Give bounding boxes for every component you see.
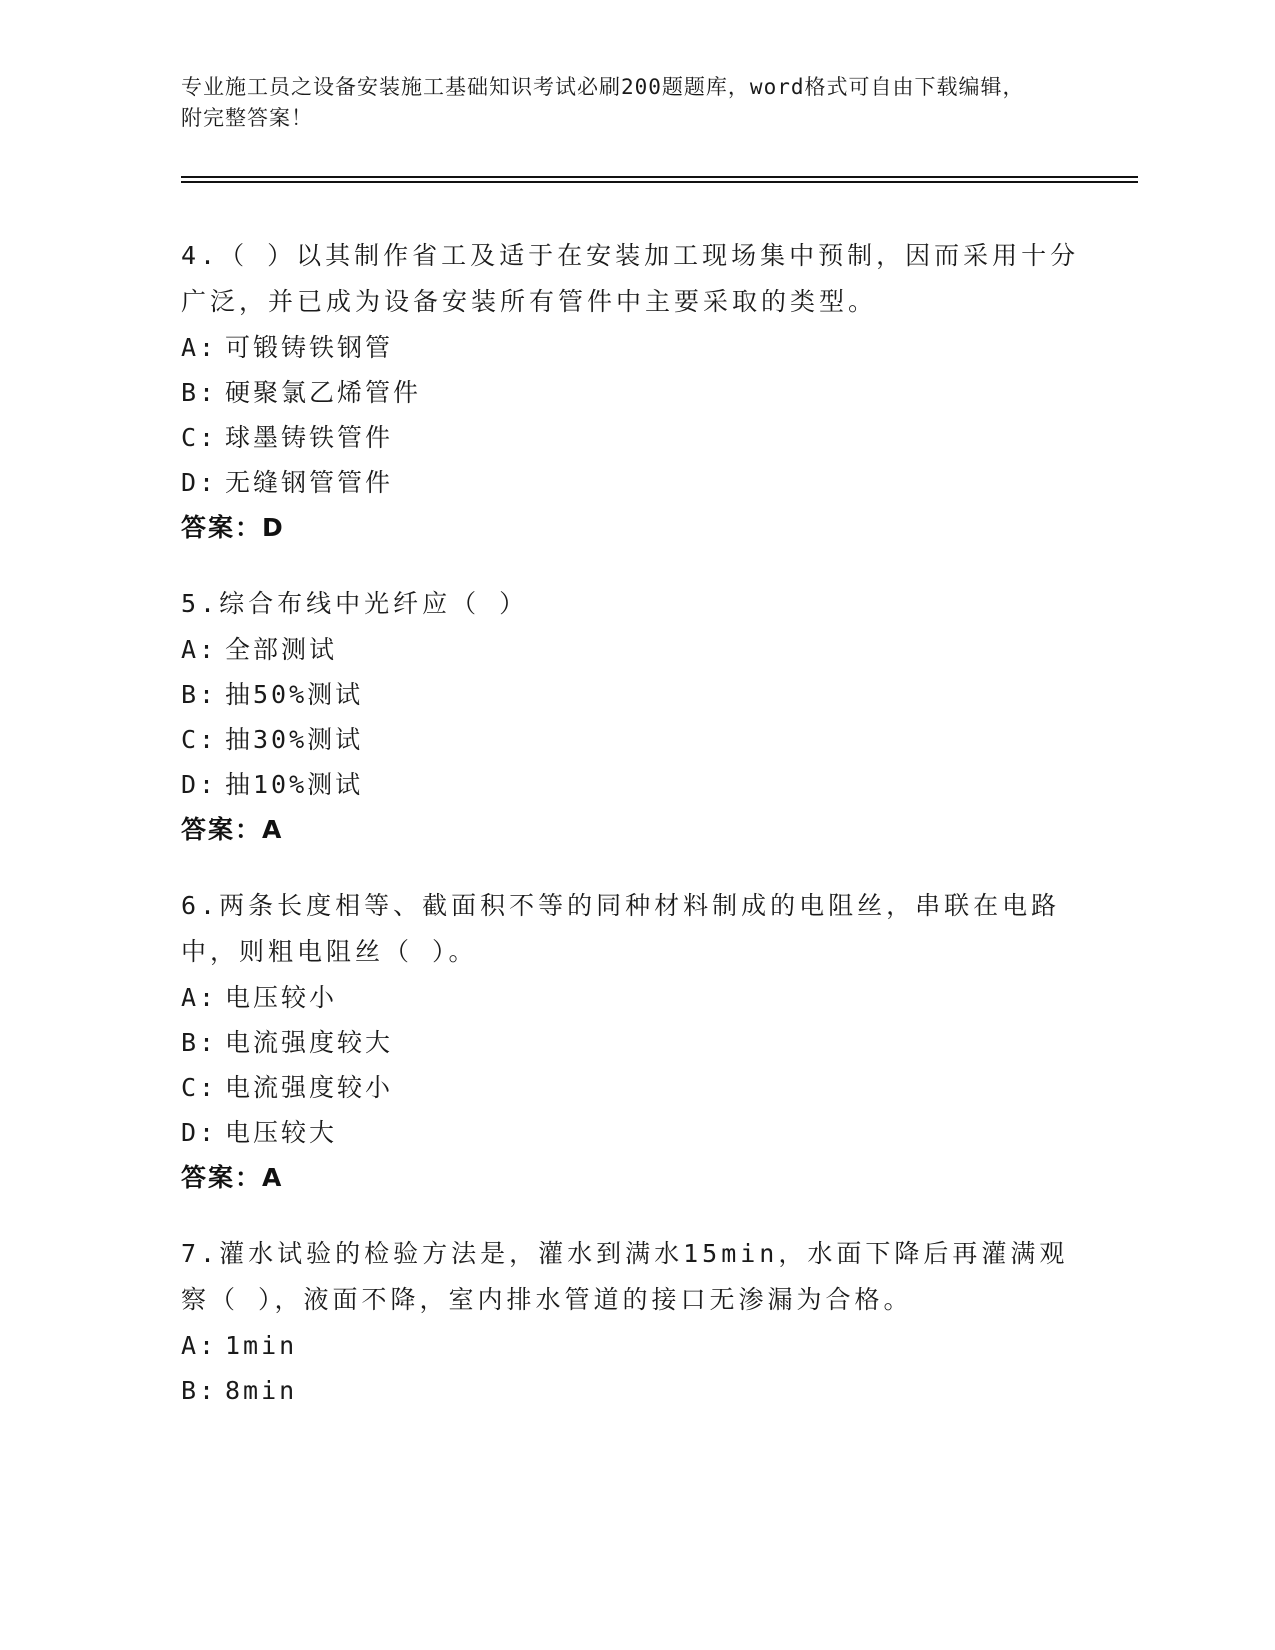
option-label: A:	[181, 1331, 218, 1360]
header-divider-top	[181, 176, 1138, 178]
option-label: D:	[181, 1118, 218, 1147]
question-text: 4.（ ）以其制作省工及适于在安装加工现场集中预制，因而采用十分广泛，并已成为设备安装所有管件中主要采取的类型。	[181, 241, 1080, 316]
option-c	[181, 415, 1081, 460]
option-label: A:	[181, 635, 218, 664]
option-text: 抽30%测试	[225, 725, 364, 754]
question-6	[181, 883, 1081, 1200]
option-text: 电流强度较小	[225, 1073, 394, 1102]
option-label: A:	[181, 983, 218, 1012]
option-label: B:	[181, 378, 218, 407]
option-label: C:	[181, 1073, 218, 1102]
option-text: 8min	[225, 1376, 298, 1405]
option-label: C:	[181, 725, 218, 754]
option-c	[181, 717, 1081, 762]
option-text: 电压较小	[225, 983, 338, 1012]
option-b	[181, 1020, 1081, 1065]
option-label: B:	[181, 1376, 218, 1405]
option-label: D:	[181, 468, 218, 497]
option-text: 球墨铸铁管件	[225, 423, 394, 452]
option-text: 全部测试	[225, 635, 338, 664]
option-text: 电流强度较大	[225, 1028, 394, 1057]
option-text: 可锻铸铁钢管	[225, 333, 394, 362]
option-c	[181, 1065, 1081, 1110]
option-b	[181, 1368, 1081, 1413]
option-text: 电压较大	[225, 1118, 338, 1147]
option-text: 硬聚氯乙烯管件	[225, 378, 422, 407]
option-a	[181, 325, 1081, 370]
option-d	[181, 1110, 1081, 1155]
answer-text: 答案：A	[181, 815, 284, 844]
option-d	[181, 460, 1081, 505]
option-label: B:	[181, 1028, 218, 1057]
answer-text: 答案：D	[181, 513, 285, 542]
question-4	[181, 233, 1081, 550]
answer-text: 答案：A	[181, 1163, 284, 1192]
option-label: A:	[181, 333, 218, 362]
question-list	[181, 233, 1081, 1444]
question-text: 6.两条长度相等、截面积不等的同种材料制成的电阻丝，串联在电路中，则粗电阻丝（ ）。	[181, 891, 1061, 966]
option-label: C:	[181, 423, 218, 452]
option-label: B:	[181, 680, 218, 709]
option-text: 无缝钢管管件	[225, 468, 394, 497]
option-a	[181, 627, 1081, 672]
question-7	[181, 1231, 1081, 1413]
option-text: 1min	[225, 1331, 298, 1360]
option-b	[181, 672, 1081, 717]
option-d	[181, 762, 1081, 807]
question-text: 7.灌水试验的检验方法是，灌水到满水15min，水面下降后再灌满观察（ ），液面不降，室内排水管道的接口无渗漏为合格。	[181, 1239, 1069, 1314]
option-a	[181, 975, 1081, 1020]
option-b	[181, 370, 1081, 415]
question-text: 5.综合布线中光纤应（ ）	[181, 589, 529, 618]
option-label: D:	[181, 770, 218, 799]
option-a	[181, 1323, 1081, 1368]
document-title: 专业施工员之设备安装施工基础知识考试必刷200题题库，word格式可自由下载编辑，附完整答案！	[181, 75, 1025, 130]
header-divider-bottom	[181, 181, 1138, 183]
question-5	[181, 581, 1081, 852]
option-text: 抽10%测试	[225, 770, 364, 799]
option-text: 抽50%测试	[225, 680, 364, 709]
